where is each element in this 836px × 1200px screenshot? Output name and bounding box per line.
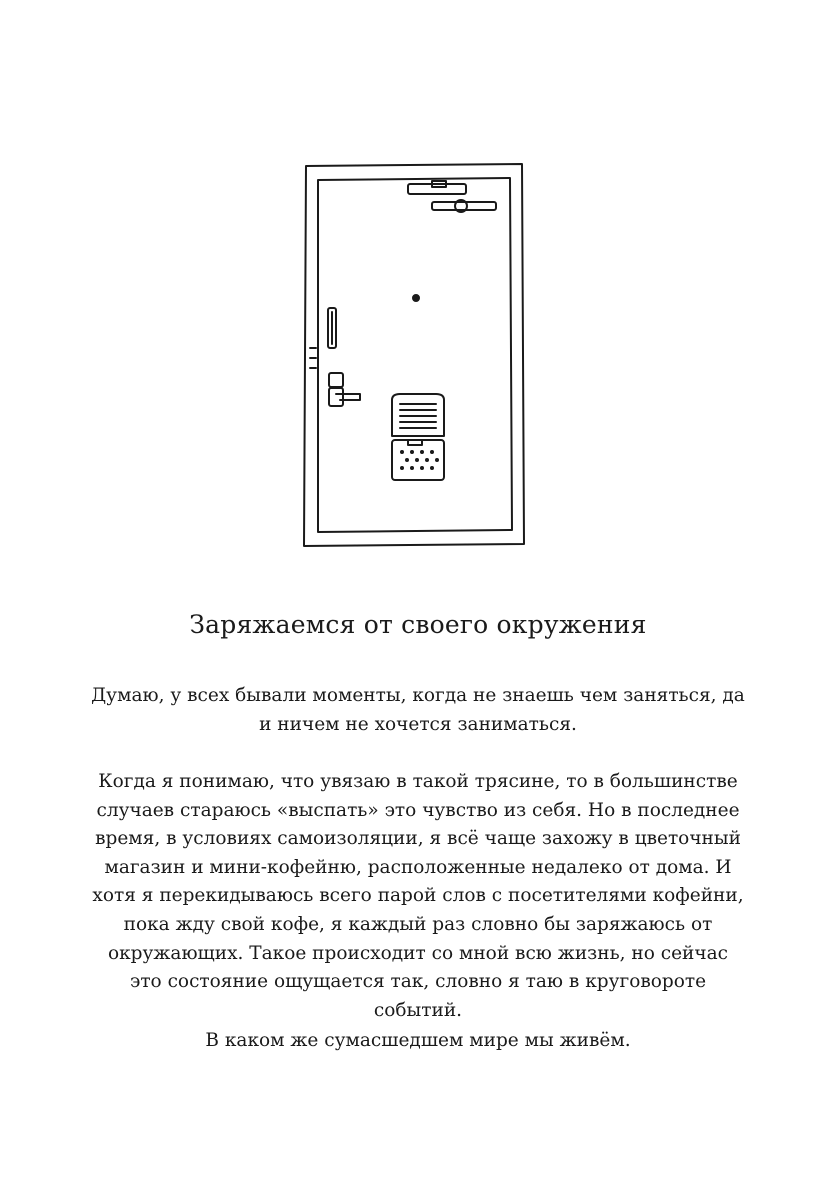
- door-illustration: [296, 158, 536, 550]
- door-drawing: [296, 158, 536, 550]
- door-closer: [408, 184, 466, 194]
- door-handle: [336, 394, 360, 400]
- paragraph-3: В каком же сумасшедшем мире мы живём.: [205, 1030, 631, 1051]
- door-lock: [329, 373, 343, 387]
- page-title: Заряжаемся от своего окружения: [189, 610, 647, 639]
- paragraph-1: Думаю, у всех бывали моменты, когда не знаешь чем заняться, да и ничем не хочется заниматься.: [91, 685, 745, 735]
- door-frame-inner: [318, 178, 512, 532]
- paragraph-2: Когда я понимаю, что увязаю в такой трясине, то в большинстве случаев стараюсь «выспать» это чувство из себя. Но в последнее время, в условиях самоизоляции, я всё чаще захожу в цветочный магазин и мини-кофейню, расположенные недалеко от дома. И хотя я перекидываюсь всего парой слов с посетителями кофейни, пока жду свой кофе, я каждый раз словно бы заряжаюсь от окружающих. Такое происходит со мной всю жизнь, но сейчас это состояние ощущается так, словно я таю в круговороте событий.: [92, 771, 744, 1021]
- door-frame-outer: [304, 164, 524, 546]
- vent-holes: [400, 450, 439, 470]
- peephole: [413, 295, 419, 301]
